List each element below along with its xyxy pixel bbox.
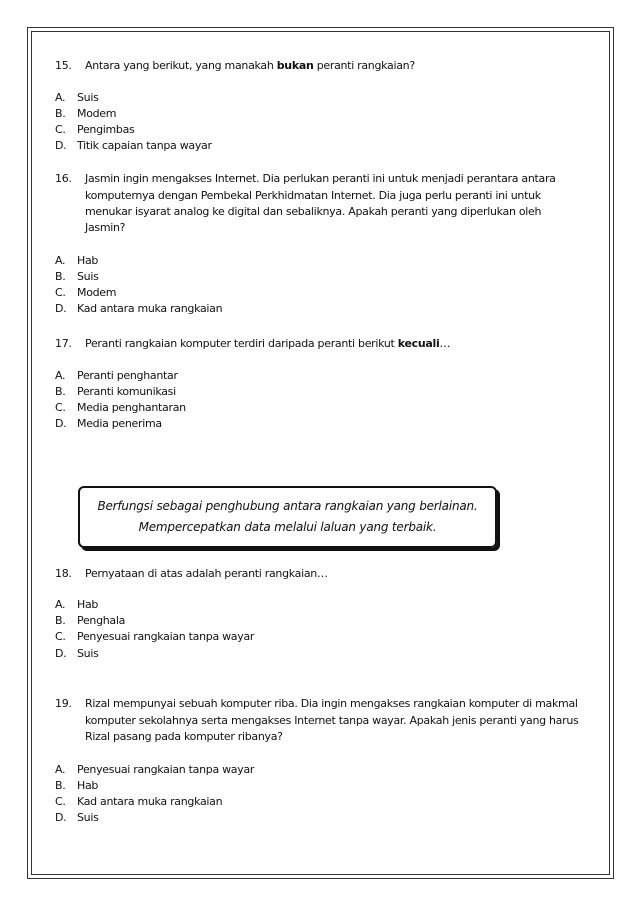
- emphasis-word: kecuali: [397, 337, 440, 350]
- question-15-stem: 15. Antara yang berikut, yang manakah bukan peranti rangkaian?: [55, 59, 415, 72]
- option-17-d[interactable]: D. Media penerima: [55, 417, 162, 430]
- info-box-line-1: Berfungsi sebagai penghubung antara rangkaian yang berlainan.: [97, 499, 478, 513]
- question-16-line: komputernya dengan Pembekal Perkhidmatan Internet. Dia juga perlu peranti ini untuk: [85, 189, 541, 202]
- emphasis-word: bukan: [276, 59, 314, 72]
- option-15-b[interactable]: B. Modem: [55, 107, 117, 120]
- option-18-d[interactable]: D. Suis: [55, 647, 99, 660]
- question-number: 15.: [55, 59, 72, 72]
- option-17-b[interactable]: B. Peranti komunikasi: [55, 385, 176, 398]
- question-19-line: komputer sekolahnya serta mengakses Internet tanpa wayar. Apakah jenis peranti yang harus: [85, 714, 579, 727]
- option-15-a[interactable]: A. Suis: [55, 91, 99, 104]
- option-16-a[interactable]: A. Hab: [55, 254, 99, 267]
- option-15-d[interactable]: D. Titik capaian tanpa wayar: [55, 139, 212, 152]
- question-19-stem: 19. Rizal mempunyai sebuah komputer riba. Dia ingin mengakses rangkaian komputer di makmal: [55, 697, 578, 710]
- question-19-line: Rizal pasang pada komputer ribanya?: [85, 730, 283, 743]
- option-16-d[interactable]: D. Kad antara muka rangkaian: [55, 302, 223, 315]
- info-box-line-2: Mempercepatkan data melalui laluan yang terbaik.: [138, 520, 437, 534]
- option-19-c[interactable]: C. Kad antara muka rangkaian: [55, 795, 223, 808]
- question-number: 16.: [55, 172, 72, 185]
- info-box: [78, 486, 497, 548]
- option-17-a[interactable]: A. Peranti penghantar: [55, 369, 178, 382]
- option-16-c[interactable]: C. Modem: [55, 286, 117, 299]
- page-border-inner: [31, 31, 610, 875]
- question-17-stem: 17. Peranti rangkaian komputer terdiri daripada peranti berikut kecuali…: [55, 337, 451, 350]
- option-18-c[interactable]: C. Penyesuai rangkaian tanpa wayar: [55, 630, 255, 643]
- option-18-b[interactable]: B. Penghala: [55, 614, 126, 627]
- option-18-a[interactable]: A. Hab: [55, 598, 99, 611]
- option-19-b[interactable]: B. Hab: [55, 779, 99, 792]
- question-number: 17.: [55, 337, 72, 350]
- question-18-stem: 18. Pernyataan di atas adalah peranti rangkaian…: [55, 567, 328, 580]
- question-16-stem: 16. Jasmin ingin mengakses Internet. Dia perlukan peranti ini untuk menjadi perantara antara: [55, 172, 556, 185]
- question-number: 18.: [55, 567, 72, 580]
- option-15-c[interactable]: C. Pengimbas: [55, 123, 135, 136]
- option-19-d[interactable]: D. Suis: [55, 811, 99, 824]
- option-16-b[interactable]: B. Suis: [55, 270, 99, 283]
- question-number: 19.: [55, 697, 72, 710]
- option-17-c[interactable]: C. Media penghantaran: [55, 401, 186, 414]
- question-16-line: Jasmin?: [85, 221, 126, 234]
- question-16-line: menukar isyarat analog ke digital dan sebaliknya. Apakah peranti yang diperlukan oleh: [85, 205, 542, 218]
- option-19-a[interactable]: A. Penyesuai rangkaian tanpa wayar: [55, 763, 255, 776]
